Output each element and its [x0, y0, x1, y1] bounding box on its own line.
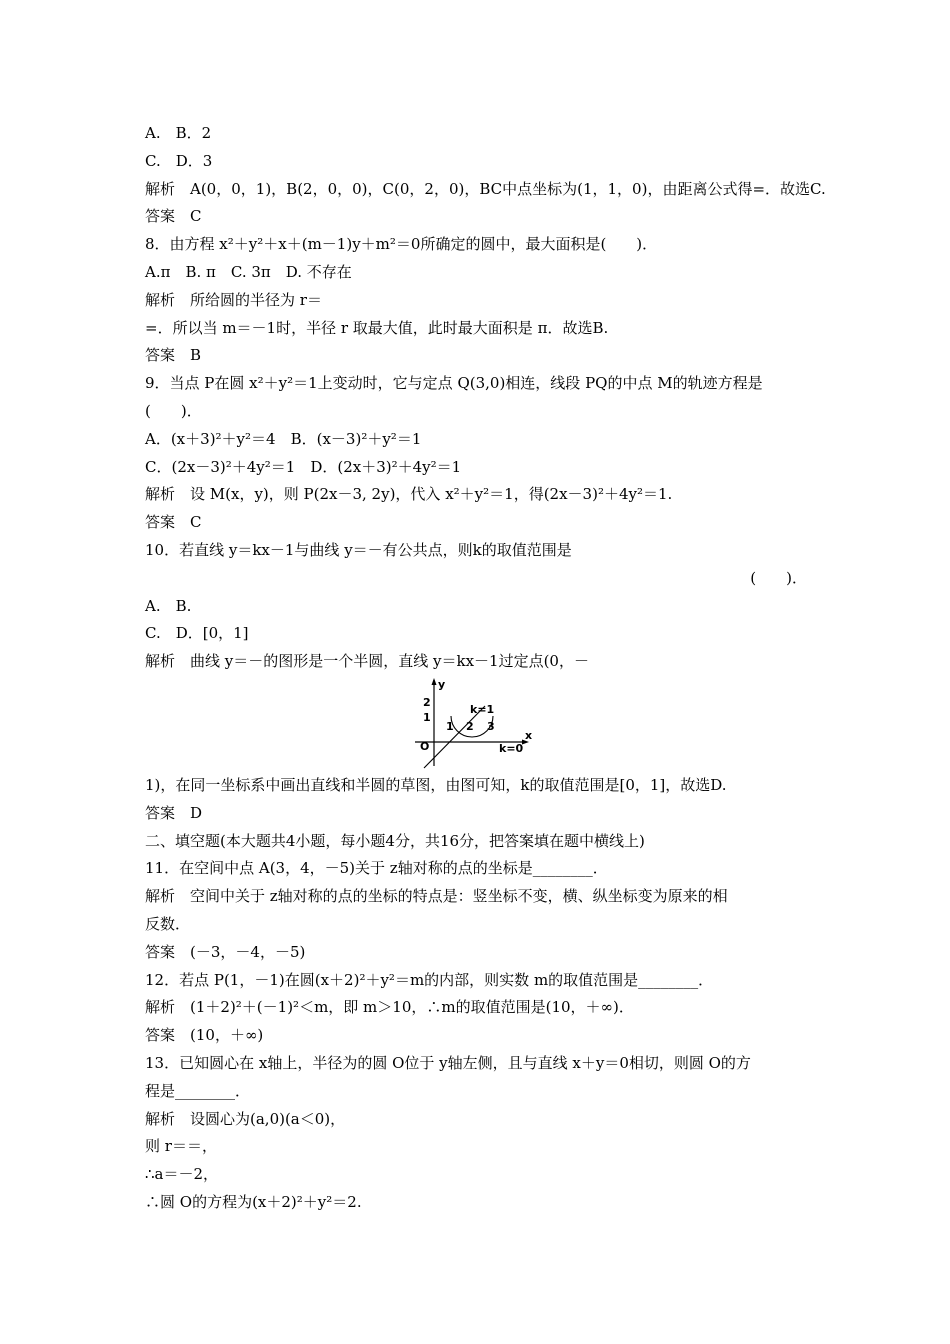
question-12-answer: 答案 (10，＋∞): [145, 1026, 264, 1045]
question-12: 12．若点 P(1，－1)在圆(x＋2)²＋y²＝m的内部，则实数 m的取值范围是________．: [145, 970, 714, 989]
question-9: 9．当点 P在圆 x²＋y²＝1上变动时，它与定点 Q(3,0)相连，线段 PQ的中点 M的轨迹方程是: [145, 374, 763, 393]
question-10: 10．若直线 y＝kx－1与曲线 y＝－有公共点，则k的取值范围是: [145, 540, 572, 559]
origin-label: O: [420, 739, 430, 753]
x-tick-3: 3: [487, 719, 495, 733]
question-8-solution-cont: =．所以当 m＝－1时，半径 r 取最大值，此时最大面积是 π．故选B.: [145, 318, 609, 337]
question-8: 8．由方程 x²＋y²＋x＋(m－1)y＋m²＝0所确定的圆中，最大面积是( )．: [145, 235, 658, 254]
answer-line: 答案 C: [145, 207, 202, 226]
question-8-answer: 答案 B: [145, 346, 202, 365]
x-tick-2: 2: [466, 719, 474, 733]
question-10-answer: 答案 D: [145, 803, 203, 822]
y-axis-label: y: [438, 677, 446, 691]
label-k0: k=0: [499, 741, 524, 755]
question-13-solution-final: ∴圆 O的方程为(x＋2)²＋y²＝2.: [145, 1192, 362, 1211]
question-10-solution-cont: 1)，在同一坐标系中画出直线和半圆的草图，由图可知，k的取值范围是[0，1]，故选D.: [145, 775, 727, 794]
question-9-answer: 答案 C: [145, 513, 202, 532]
question-9-options-ab: A．(x＋3)²＋y²＝4 B．(x－3)²＋y²＝1: [145, 429, 422, 448]
y-tick-2: 2: [423, 695, 431, 709]
question-13-solution-r: 则 r＝＝，: [145, 1137, 217, 1156]
question-11-solution: 解析 空间中关于 z轴对称的点的坐标的特点是：竖坐标不变，横、纵坐标变为原来的相: [145, 887, 728, 906]
question-10-paren: ( )．: [750, 568, 807, 587]
question-11: 11．在空间中点 A(3，4，－5)关于 z轴对称的点的坐标是________．: [145, 859, 608, 878]
y-axis-arrow: [432, 678, 437, 685]
question-8-solution: 解析 所给圆的半径为 r＝: [145, 290, 322, 309]
y-tick-1: 1: [423, 710, 431, 724]
question-13-cont: 程是________．: [145, 1081, 251, 1100]
question-13-solution-a: ∴a＝－2，: [145, 1165, 219, 1184]
question-10-options-ab: A. B.: [145, 596, 192, 615]
x-tick-1: 1: [446, 719, 454, 733]
question-13: 13．已知圆心在 x轴上，半径为的圆 O位于 y轴左侧，且与直线 x＋y＝0相切，则圆 O的方: [145, 1053, 751, 1072]
question-10-solution: 解析 曲线 y＝－的图形是一个半圆，直线 y＝kx－1过定点(0，－: [145, 652, 589, 671]
option-line-ab: A. B．2: [145, 124, 212, 142]
label-k1: k=1: [470, 702, 495, 716]
question-8-options: A.π B. π C. 3π D. 不存在: [145, 262, 352, 281]
semicircle-figure: [145, 676, 815, 772]
solution-line: 解析 A(0，0，1)，B(2，0，0)，C(0，2，0)，BC中点坐标为(1，1，0)，由距离公式得=．故选C.: [145, 179, 826, 198]
semicircle-graph: [413, 676, 533, 770]
document-page: [145, 120, 826, 1217]
question-11-solution-cont: 反数．: [145, 914, 191, 933]
question-9-options-cd: C．(2x－3)²＋4y²＝1 D．(2x＋3)²＋4y²＝1: [145, 457, 462, 476]
question-9-paren: ( )．: [145, 401, 202, 420]
question-11-answer: 答案 (－3，－4，－5): [145, 942, 306, 961]
option-line-cd: C. D．3: [145, 151, 213, 170]
question-12-solution: 解析 (1＋2)²＋(－1)²＜m，即 m＞10，∴m的取值范围是(10，＋∞)．: [145, 998, 634, 1017]
question-13-solution: 解析 设圆心为(a,0)(a＜0)，: [145, 1109, 346, 1128]
section-heading-fill-in: 二、填空题(本大题共4小题，每小题4分，共16分，把答案填在题中横线上): [145, 831, 645, 850]
question-10-options-cd: C. D．[0，1]: [145, 624, 249, 643]
question-9-solution: 解析 设 M(x，y)，则 P(2x－3, 2y)，代入 x²＋y²＝1，得(2x－3)²＋4y²＝1.: [145, 485, 673, 504]
x-axis-label: x: [525, 728, 533, 742]
